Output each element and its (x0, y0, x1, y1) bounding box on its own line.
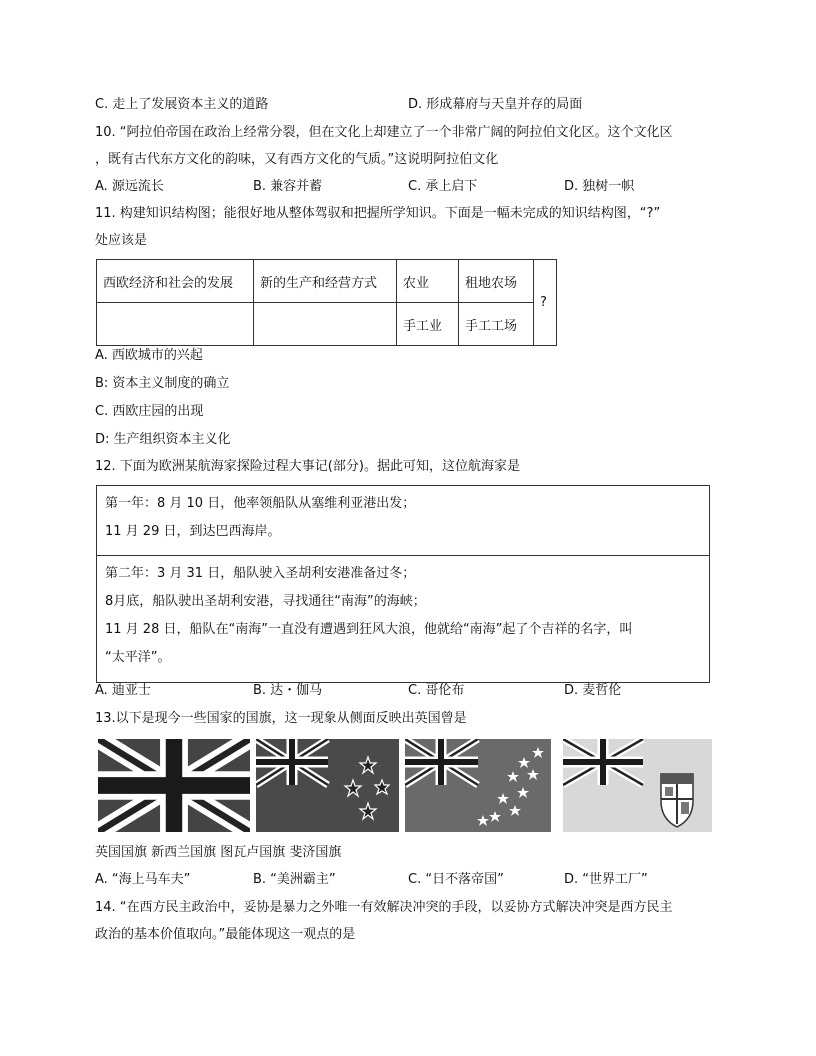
year2-line1: 第二年：3 月 31 日，船队驶入圣胡利安港准备过冬； (105, 566, 416, 581)
year2-line4: “太平洋”。 (105, 650, 171, 665)
year2-line3: 11 月 28 日，船队在“南海”一直没有遭遇到狂风大浪，他就给“南海”起了个吉祥的名字，叫 (105, 622, 633, 637)
q9-option-d: D. 形成幕府与天皇并存的局面 (408, 97, 583, 112)
q9-option-c: C. 走上了发展资本主义的道路 (95, 97, 269, 112)
table-cell-empty-2 (254, 303, 397, 346)
q13-option-d: D. “世界工厂” (564, 872, 648, 887)
table-cell-agriculture: 农业 (397, 260, 459, 303)
q14-stem-line1: 14. “在西方民主政治中，妥协是暴力之外唯一有效解决冲突的手段，以妥协方式解决冲突是西方民主 (95, 900, 673, 915)
fiji-flag-image (563, 739, 712, 832)
q10-option-a: A. 源远流长 (95, 179, 164, 194)
uk-flag-image (98, 739, 250, 832)
tuvalu-flag-image (405, 739, 551, 832)
year2-line2: 8月底，船队驶出圣胡利安港，寻找通往“南海”的海峡； (105, 594, 426, 609)
q10-stem-line2: ，既有古代东方文化的韵味，又有西方文化的气质。”这说明阿拉伯文化 (95, 152, 499, 167)
q10-stem-line1: 10. “阿拉伯帝国在政治上经常分裂，但在文化上却建立了一个非常广阔的阿拉伯文化区。这个文化区 (95, 125, 673, 140)
year1-section (97, 486, 709, 556)
q10-option-c: C. 承上启下 (408, 179, 478, 194)
q14-stem-line2: 政治的基本价值取向。”最能体现这一观点的是 (95, 927, 356, 942)
table-cell-economy: 西欧经济和社会的发展 (97, 260, 254, 303)
q10-option-b: B. 兼容并蓄 (253, 179, 323, 194)
q11-option-d: D: 生产组织资本主义化 (95, 432, 231, 447)
flag-caption: 英国国旗 新西兰国旗 图瓦卢国旗 斐济国旗 (95, 845, 342, 860)
year1-line1: 第一年：8 月 10 日，他率领船队从塞维利亚港出发； (105, 496, 416, 511)
q12-stem: 12. 下面为欧洲某航海家探险过程大事记(部分)。据此可知，这位航海家是 (95, 459, 520, 474)
table-cell-question: ? (534, 260, 557, 346)
table-cell-handicraft: 手工业 (397, 303, 459, 346)
q13-option-a: A. “海上马车夫” (95, 872, 191, 887)
table-cell-farm: 租地农场 (459, 260, 534, 303)
year1-line2: 11 月 29 日，到达巴西海岸。 (105, 524, 281, 539)
q13-stem: 13.以下是现今一些国家的国旗，这一现象从侧面反映出英国曾是 (95, 711, 467, 726)
q11-option-b: B: 资本主义制度的确立 (95, 376, 230, 391)
voyage-chronicle-box (96, 485, 710, 683)
q11-option-c: C. 西欧庄园的出现 (95, 404, 204, 419)
q13-option-b: B. “美洲霸主” (253, 872, 336, 887)
table-cell-workshop: 手工工场 (459, 303, 534, 346)
q12-option-c: C. 哥伦布 (408, 683, 465, 698)
knowledge-structure-table (96, 259, 557, 346)
table-cell-empty-1 (97, 303, 254, 346)
q12-option-a: A. 迪亚士 (95, 683, 151, 698)
q10-option-d: D. 独树一帜 (564, 179, 635, 194)
table-cell-production: 新的生产和经营方式 (254, 260, 397, 303)
q13-option-c: C. “日不落帝国” (408, 872, 504, 887)
q11-stem-line1: 11. 构建知识结构图；能很好地从整体驾驭和把握所学知识。下面是一幅未完成的知识结构图，“?” (95, 206, 661, 221)
q12-option-b: B. 达・伽马 (253, 683, 323, 698)
new-zealand-flag-image (256, 739, 399, 832)
q11-option-a: A. 西欧城市的兴起 (95, 348, 203, 363)
year2-section (97, 556, 709, 672)
q12-option-d: D. 麦哲伦 (564, 683, 622, 698)
q11-stem-line2: 处应该是 (95, 233, 148, 248)
